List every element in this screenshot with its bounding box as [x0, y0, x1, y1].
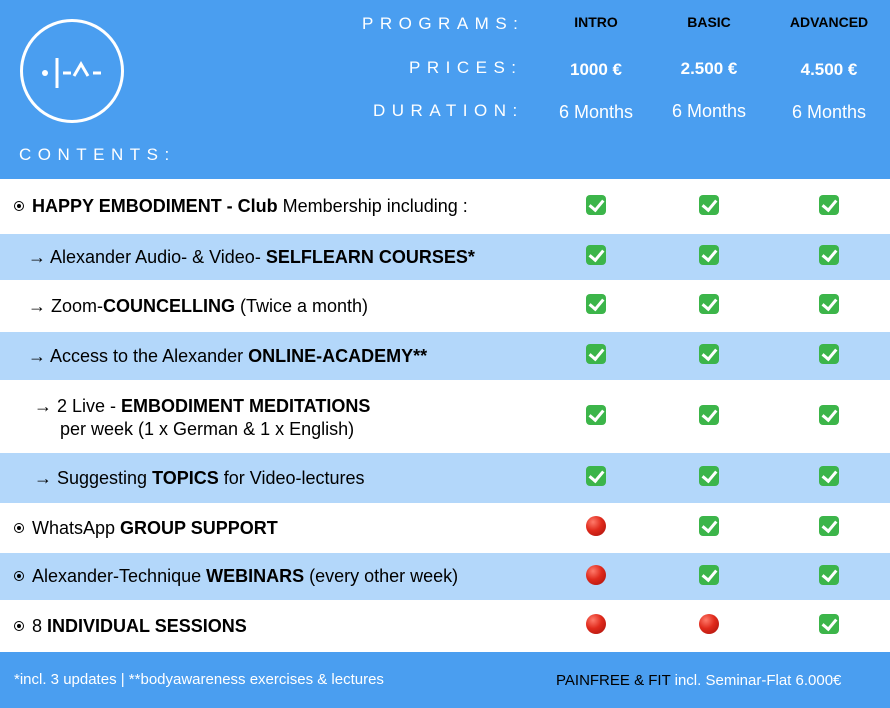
green-check-icon	[699, 245, 719, 265]
row-label	[34, 396, 370, 440]
table-row	[0, 234, 890, 280]
red-circle-icon	[699, 614, 719, 634]
row-suffix: for Video-lectures	[218, 467, 365, 488]
row-prefix: → Alexander Audio- & Video-	[28, 246, 266, 267]
flat-offer-detail: incl. Seminar-Flat 6.000€	[670, 672, 842, 689]
duration-advanced: 6 Months	[791, 102, 867, 122]
row-suffix: Membership including :	[277, 196, 468, 216]
red-circle-icon	[586, 614, 606, 634]
row-label	[14, 616, 247, 637]
green-check-icon	[699, 466, 719, 486]
green-check-icon	[586, 195, 606, 215]
table-row	[0, 380, 890, 453]
row-label	[34, 468, 365, 489]
header-banner	[0, 0, 890, 179]
green-check-icon	[819, 405, 839, 425]
radio-bullet-icon	[14, 201, 24, 211]
row-prefix: → Access to the Alexander	[28, 345, 249, 366]
radio-bullet-icon	[14, 571, 24, 581]
red-circle-icon	[586, 565, 606, 585]
green-check-icon	[819, 245, 839, 265]
green-check-icon	[699, 195, 719, 215]
green-check-icon	[819, 565, 839, 585]
green-check-icon	[699, 405, 719, 425]
row-highlight: SELFLEARN COURSES*	[265, 246, 475, 267]
green-check-icon	[699, 294, 719, 314]
footer-banner	[0, 652, 890, 708]
green-check-icon	[819, 614, 839, 634]
row-highlight: HAPPY EMBODIMENT - Club	[32, 196, 278, 216]
row-prefix: WhatsApp	[32, 517, 121, 538]
row-prefix: → Suggesting	[34, 467, 153, 488]
price-basic: 2.500 €	[680, 59, 738, 78]
table-row	[0, 280, 890, 332]
table-row	[0, 332, 890, 380]
green-check-icon	[586, 405, 606, 425]
table-row	[0, 600, 890, 652]
row-highlight: WEBINARS	[206, 566, 305, 586]
row-label	[28, 296, 368, 317]
row-label	[28, 247, 475, 268]
table-row	[0, 453, 890, 503]
row-prefix: 8	[32, 615, 48, 636]
flat-offer	[556, 672, 841, 689]
prices-label: PRICES:	[409, 58, 523, 77]
red-circle-icon	[586, 516, 606, 536]
row-prefix: → Zoom-	[28, 295, 104, 316]
green-check-icon	[586, 344, 606, 364]
green-check-icon	[819, 466, 839, 486]
table-row	[0, 503, 890, 553]
row-highlight: ONLINE-ACADEMY**	[248, 345, 428, 366]
green-check-icon	[819, 344, 839, 364]
radio-bullet-icon	[14, 621, 24, 631]
row-highlight: EMBODIMENT MEDITATIONS	[121, 396, 371, 416]
green-check-icon	[586, 466, 606, 486]
green-check-icon	[586, 245, 606, 265]
row-highlight: TOPICS	[152, 467, 219, 488]
row-label	[14, 518, 278, 539]
price-intro: 1000 €	[570, 60, 622, 79]
radio-bullet-icon	[14, 523, 24, 533]
table-row	[0, 553, 890, 600]
duration-basic: 6 Months	[671, 101, 747, 121]
row-label	[14, 196, 468, 217]
column-basic-title: BASIC	[687, 14, 731, 30]
duration-intro: 6 Months	[558, 102, 634, 122]
row-suffix: (every other week)	[304, 566, 459, 586]
programs-label: PROGRAMS:	[362, 14, 525, 33]
row-highlight: INDIVIDUAL SESSIONS	[47, 615, 247, 636]
column-intro-title: INTRO	[574, 14, 618, 30]
row-label	[14, 566, 458, 587]
row-second-line: per week (1 x German & 1 x English)	[60, 419, 355, 439]
duration-label: DURATION:	[373, 101, 524, 120]
green-check-icon	[586, 294, 606, 314]
logo-glyph	[23, 22, 121, 120]
row-label	[28, 346, 427, 367]
row-suffix: (Twice a month)	[235, 295, 369, 316]
green-check-icon	[699, 344, 719, 364]
green-check-icon	[819, 516, 839, 536]
flat-offer-title: PAINFREE & FIT	[556, 672, 671, 689]
logo-icon	[20, 19, 124, 123]
contents-label: CONTENTS:	[19, 145, 176, 164]
green-check-icon	[819, 294, 839, 314]
row-prefix: Alexander-Technique	[32, 566, 207, 586]
row-highlight: GROUP SUPPORT	[120, 517, 278, 538]
column-advanced-title: ADVANCED	[789, 14, 869, 30]
green-check-icon	[819, 195, 839, 215]
row-prefix: → 2 Live -	[34, 396, 122, 416]
price-advanced: 4.500 €	[800, 60, 858, 79]
table-row	[0, 179, 890, 234]
green-check-icon	[699, 516, 719, 536]
footnote: *incl. 3 updates | **bodyawareness exercises & lectures	[14, 671, 384, 688]
row-highlight: COUNCELLING	[103, 295, 236, 316]
green-check-icon	[699, 565, 719, 585]
